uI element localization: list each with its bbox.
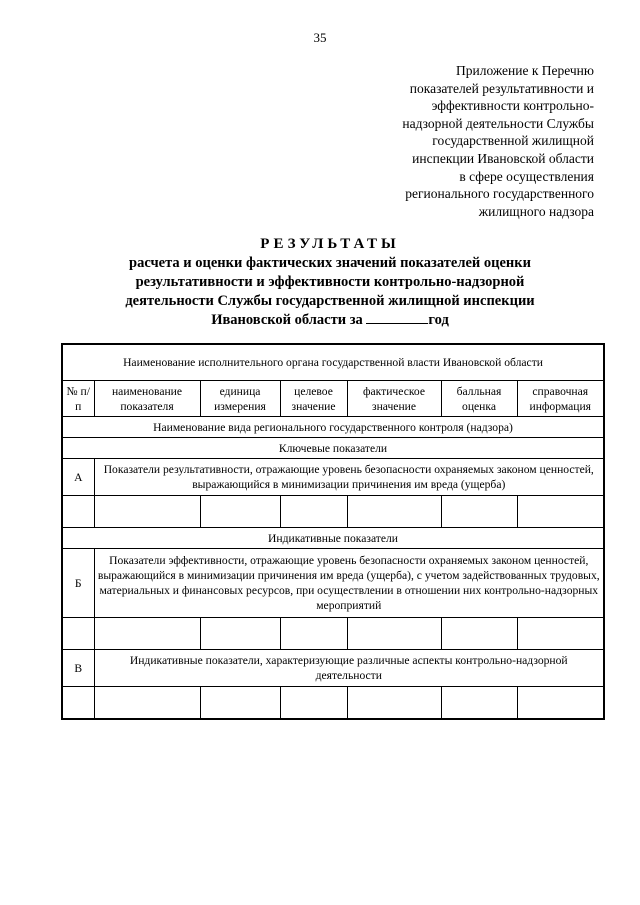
appendix-line: показателей результативности и	[409, 80, 594, 96]
document-title: РЕЗУЛЬТАТЫ	[260, 236, 400, 252]
empty-cell[interactable]	[200, 687, 280, 720]
empty-cell[interactable]	[441, 687, 517, 720]
empty-cell[interactable]	[517, 618, 604, 650]
appendix-line: государственной жилищной	[432, 133, 594, 149]
appendix-line: жилищного надзора	[478, 203, 594, 219]
appendix-line: инспекции Ивановской области	[412, 150, 594, 166]
column-header-indicator-name: наименование показателя	[94, 381, 200, 417]
section-a-text: Показатели результативности, отражающие уровень безопасности охраняемых законом ценностей, выражающийся в минимизации причинения им вреда (ущерба)	[94, 459, 604, 496]
control-kind-cell: Наименование вида регионального государственного контроля (надзора)	[62, 417, 604, 438]
empty-cell[interactable]	[347, 687, 441, 720]
column-header-score: балльная оценка	[441, 381, 517, 417]
empty-cell[interactable]	[347, 496, 441, 528]
column-header-number: № п/п	[62, 381, 94, 417]
empty-cell[interactable]	[280, 496, 347, 528]
section-b-text: Показатели эффективности, отражающие уровень безопасности охраняемых законом ценностей, выражающийся в минимизации причинения им вреда (ущерба), с учетом задействованных трудовых, материальных и финансовых ресурсов, при осуществлении в отношении них контрольно-надзорных мероприятий	[94, 549, 604, 618]
appendix-line: в сфере осуществления	[459, 168, 594, 184]
empty-cell[interactable]	[441, 618, 517, 650]
empty-cell[interactable]	[280, 687, 347, 720]
heading-line-year	[60, 311, 600, 330]
empty-cell[interactable]	[517, 496, 604, 528]
empty-cell[interactable]	[94, 687, 200, 720]
heading-line: расчета и оценки фактических значений показателей оценки	[129, 255, 531, 271]
heading-year-prefix: Ивановской области за	[211, 312, 363, 328]
document-heading	[60, 235, 600, 330]
empty-cell[interactable]	[62, 687, 94, 720]
appendix-note	[354, 62, 594, 220]
key-indicators-cell: Ключевые показатели	[62, 438, 604, 459]
column-header-unit: единица измерения	[200, 381, 280, 417]
heading-line: деятельности Службы государственной жилищной инспекции	[125, 293, 535, 309]
section-b-label: Б	[62, 549, 94, 618]
section-v-label: В	[62, 650, 94, 687]
org-name-cell: Наименование исполнительного органа государственной власти Ивановской области	[62, 344, 604, 381]
empty-cell[interactable]	[280, 618, 347, 650]
empty-cell[interactable]	[200, 496, 280, 528]
appendix-line: Приложение к Перечню	[455, 63, 594, 78]
appendix-line: надзорной деятельности Службы	[402, 115, 594, 131]
empty-cell[interactable]	[441, 496, 517, 528]
section-a-label: А	[62, 459, 94, 496]
appendix-line: регионального государственного	[405, 186, 594, 202]
heading-line: результативности и эффективности контрольно-надзорной	[135, 274, 525, 290]
results-table	[61, 343, 605, 720]
empty-cell[interactable]	[200, 618, 280, 650]
empty-cell[interactable]	[347, 618, 441, 650]
year-blank-field[interactable]	[366, 311, 428, 324]
empty-cell[interactable]	[94, 496, 200, 528]
appendix-line: эффективности контрольно-	[431, 98, 594, 114]
empty-cell[interactable]	[62, 618, 94, 650]
empty-cell[interactable]	[94, 618, 200, 650]
column-header-target-value: целевое значение	[280, 381, 347, 417]
indicative-indicators-cell: Индикативные показатели	[62, 528, 604, 549]
heading-year-suffix: год	[428, 312, 449, 328]
empty-cell[interactable]	[517, 687, 604, 720]
column-header-reference-info: справочная информация	[517, 381, 604, 417]
column-header-actual-value: фактическое значение	[347, 381, 441, 417]
section-v-text: Индикативные показатели, характеризующие различные аспекты контрольно-надзорной деятельности	[94, 650, 604, 687]
empty-cell[interactable]	[62, 496, 94, 528]
page-number: 35	[313, 30, 327, 45]
